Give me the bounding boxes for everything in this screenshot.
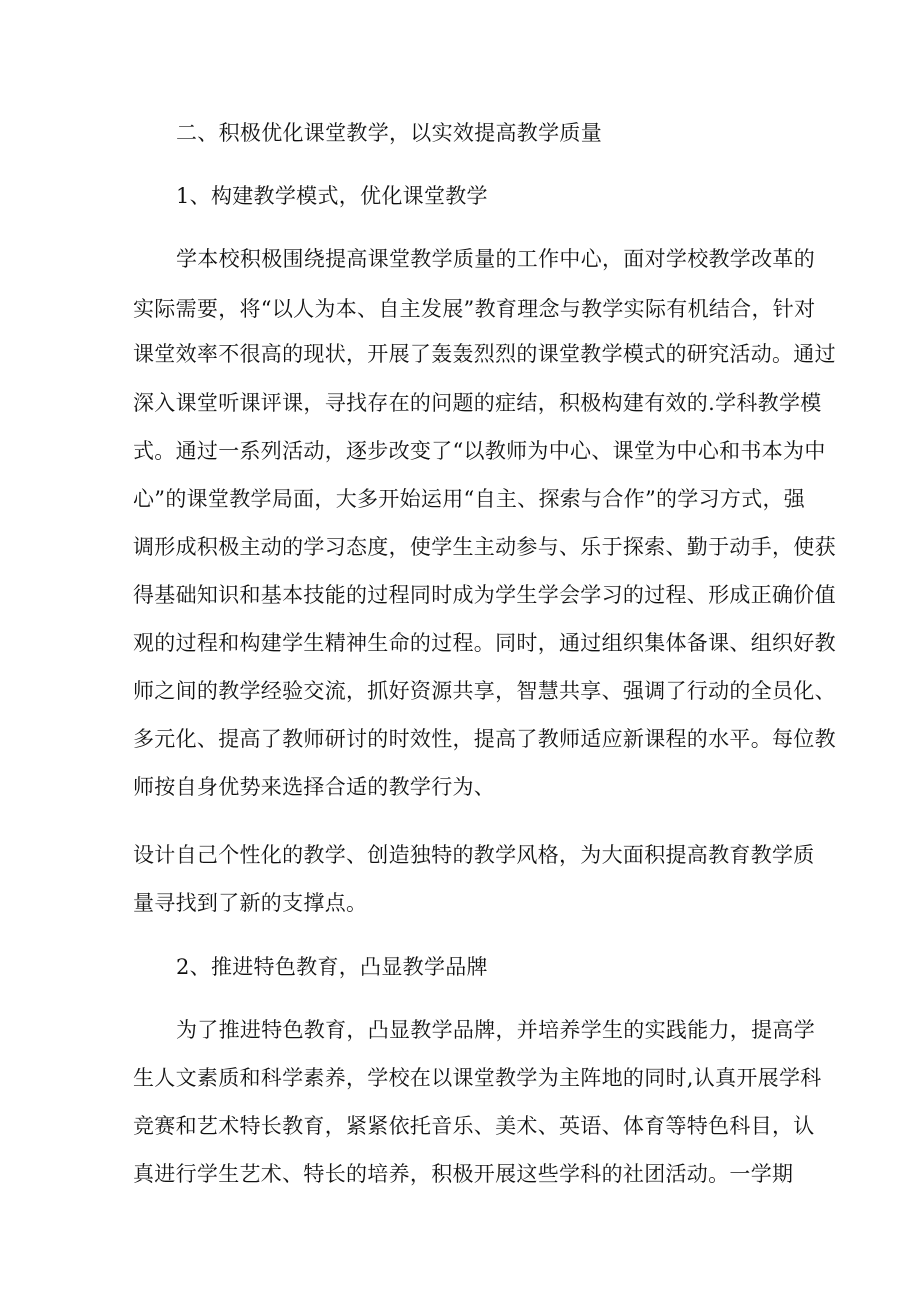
paragraph-line: 真进行学生艺术、特长的培养，积极开展这些学科的社团活动。一学期 bbox=[133, 1162, 794, 1186]
paragraph-line: 深入课堂听课评课，寻找存在的问题的症结，积极构建有效的.学科教学模 bbox=[133, 391, 822, 415]
paragraph-line: 式。通过一系列活动，逐步改变了“以教师为中心、课堂为中心和书本为中 bbox=[133, 439, 826, 463]
paragraph-line: 得基础知识和基本技能的过程同时成为学生学会学习的过程、形成正确价值 bbox=[133, 583, 836, 607]
paragraph-line: 观的过程和构建学生精神生命的过程。同时，通过组织集体备课、组织好教 bbox=[133, 631, 836, 655]
paragraph-line: 生人文素质和科学素养，学校在以课堂教学为主阵地的同时,认真开展学科 bbox=[133, 1066, 822, 1090]
paragraph-line: 心”的课堂教学局面，大多开始运用“自主、探索与合作”的学习方式，强 bbox=[133, 487, 806, 511]
subheading-2: 2、推进特色教育，凸显教学品牌 bbox=[176, 955, 488, 979]
paragraph-line: 量寻找到了新的支撑点。 bbox=[133, 891, 368, 915]
paragraph-line: 多元化、提高了教师研讨的时效性，提高了教师适应新课程的水平。每位教 bbox=[133, 727, 836, 751]
paragraph-line: 学本校积极围绕提高课堂教学质量的工作中心，面对学校教学改革的 bbox=[176, 247, 815, 271]
paragraph-line: 竞赛和艺术特长教育，紧紧依托音乐、美术、英语、体育等特色科目，认 bbox=[133, 1114, 815, 1138]
paragraph-line: 实际需要，将“以人为本、自主发展”教育理念与教学实际有机结合，针对 bbox=[133, 297, 816, 321]
paragraph-line: 为了推进特色教育，凸显教学品牌，并培养学生的实践能力，提高学 bbox=[176, 1018, 815, 1042]
paragraph-line: 课堂效率不很高的现状，开展了轰轰烈烈的课堂教学模式的研究活动。通过 bbox=[133, 342, 836, 366]
section-heading: 二、积极优化课堂教学，以实效提高教学质量 bbox=[176, 121, 602, 145]
paragraph-line: 调形成积极主动的学习态度，使学生主动参与、乐于探索、勤于动手，使获 bbox=[133, 535, 836, 559]
paragraph-line: 师之间的教学经验交流，抓好资源共享，智慧共享、强调了行动的全员化、 bbox=[133, 679, 836, 703]
subheading-1: 1、构建教学模式，优化课堂教学 bbox=[176, 184, 488, 208]
paragraph-line: 师按自身优势来选择合适的教学行为、 bbox=[133, 775, 496, 799]
paragraph-line: 设计自己个性化的教学、创造独特的教学风格，为大面积提高教育教学质 bbox=[133, 843, 815, 867]
